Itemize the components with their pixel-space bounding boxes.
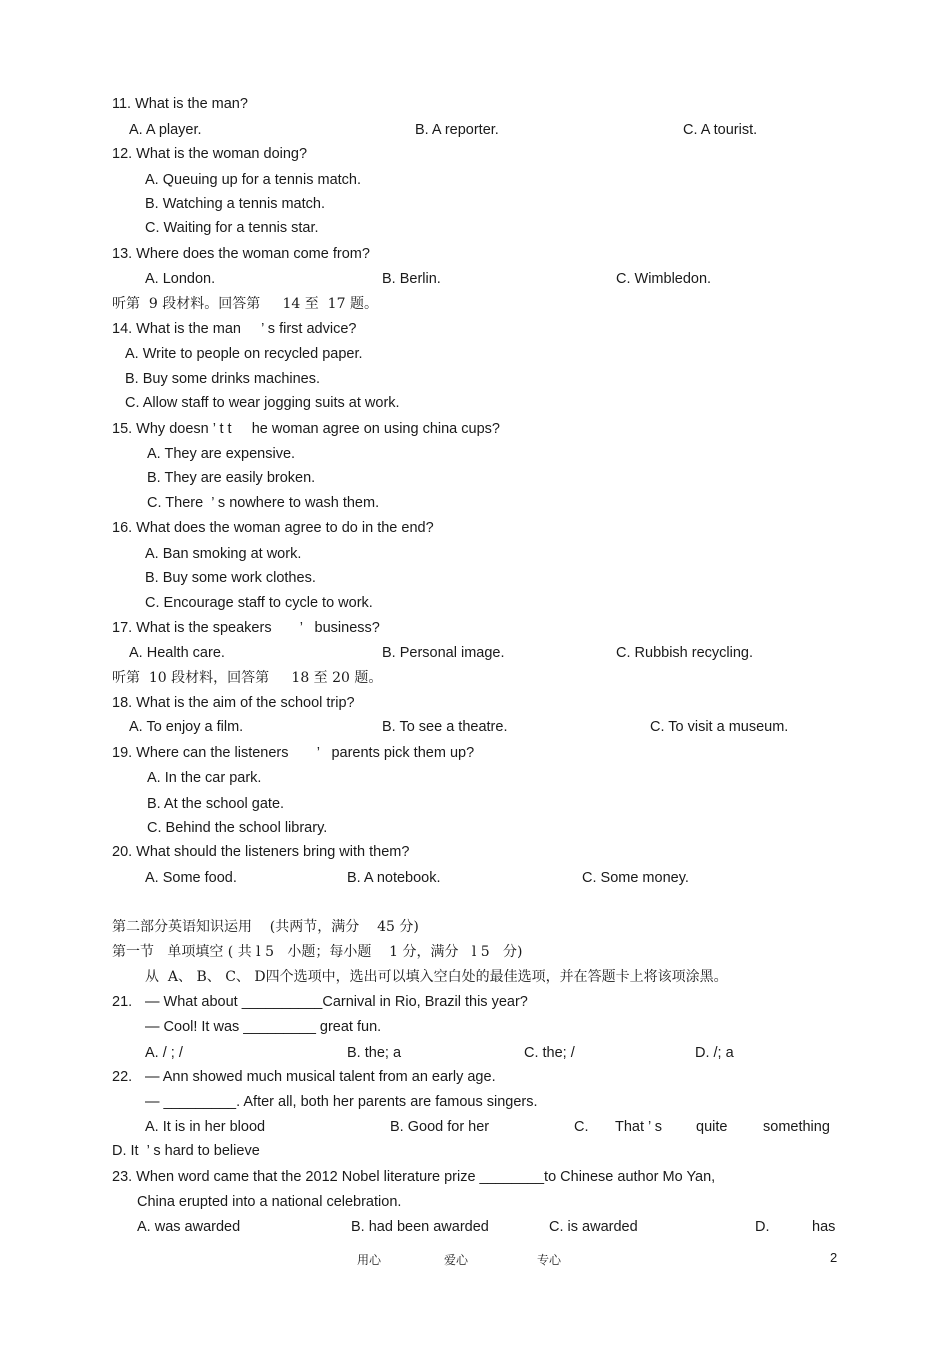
q20-option-b: B. A notebook.	[347, 870, 441, 886]
q16-option-c: C. Encourage staff to cycle to work.	[145, 595, 373, 611]
q13-option-b: B. Berlin.	[382, 271, 441, 287]
question-21-number: 21.	[112, 994, 133, 1010]
question-13-stem: 13. Where does the woman come from?	[112, 246, 370, 262]
q12-option-c: C. Waiting for a tennis star.	[145, 220, 319, 236]
q23-option-c: C. is awarded	[549, 1219, 638, 1235]
q17-option-b: B. Personal image.	[382, 645, 505, 661]
q14-option-c: C. Allow staff to wear jogging suits at work.	[125, 395, 400, 411]
q21-option-a: A. / ; /	[145, 1045, 183, 1061]
q22-option-a: A. It is in her blood	[145, 1119, 266, 1135]
q23-option-d-label: D.	[755, 1219, 770, 1235]
question-23-line-1: 23. When word came that the 2012 Nobel literature prize ________to Chinese author Mo Yan,	[112, 1169, 716, 1185]
q18-option-c: C. To visit a museum.	[650, 719, 789, 735]
q15-option-b: B. They are easily broken.	[147, 470, 316, 486]
footer-word-1: 用心	[357, 1253, 382, 1267]
q21-option-d: D. /; a	[695, 1045, 734, 1061]
q11-option-b: B. A reporter.	[415, 122, 499, 138]
q11-option-a: A. A player.	[129, 122, 202, 138]
question-22-line-2: — _________. After all, both her parents are famous singers.	[145, 1094, 538, 1110]
part-2-title: 第二部分英语知识运用 (共两节，满分 45 分)	[112, 919, 419, 935]
question-14-stem: 14. What is the man ’ s first advice?	[112, 321, 357, 337]
q12-option-a: A. Queuing up for a tennis match.	[145, 172, 362, 188]
question-11-stem: 11. What is the man?	[112, 96, 248, 112]
q23-option-a: A. was awarded	[137, 1219, 241, 1235]
q20-option-a: A. Some food.	[145, 870, 237, 886]
q13-option-c: C. Wimbledon.	[616, 271, 712, 287]
q12-option-b: B. Watching a tennis match.	[145, 196, 325, 212]
question-19-stem: 19. Where can the listeners ’ parents pick them up?	[112, 745, 475, 761]
section-10-instruction: 听第 10 段材料，回答第 18 至 20 题。	[112, 670, 383, 686]
q22-option-c-word-2: quite	[696, 1119, 728, 1135]
footer-word-2: 爱心	[444, 1253, 469, 1267]
question-17-stem: 17. What is the speakers ’ business?	[112, 620, 380, 636]
question-15-stem: 15. Why doesn ’ t t he woman agree on using china cups?	[112, 421, 500, 437]
q17-option-c: C. Rubbish recycling.	[616, 645, 753, 661]
q18-option-a: A. To enjoy a film.	[129, 719, 244, 735]
q23-option-d-word: has	[812, 1219, 836, 1235]
section-9-instruction: 听第 9 段材料。回答第 14 至 17 题。	[112, 296, 378, 312]
question-21-line-1: — What about __________Carnival in Rio, Brazil this year?	[145, 994, 528, 1010]
question-16-stem: 16. What does the woman agree to do in the end?	[112, 520, 434, 536]
q19-option-a: A. In the car park.	[147, 770, 262, 786]
section-1-title: 第一节 单项填空 ( 共 l 5 小题；每小题 1 分，满分 l 5 分)	[112, 944, 523, 960]
question-22-number: 22.	[112, 1069, 133, 1085]
q19-option-b: B. At the school gate.	[147, 796, 285, 812]
q22-option-b: B. Good for her	[390, 1119, 490, 1135]
q21-option-b: B. the; a	[347, 1045, 402, 1061]
q21-option-c: C. the; /	[524, 1045, 575, 1061]
question-22-line-1: — Ann showed much musical talent from an early age.	[145, 1069, 496, 1085]
q14-option-b: B. Buy some drinks machines.	[125, 371, 321, 387]
q19-option-c: C. Behind the school library.	[147, 820, 328, 836]
section-1-instruction: 从 A、 B、 C、 D四个选项中，选出可以填入空白处的最佳选项，并在答题卡上将该项涂黑。	[145, 969, 728, 985]
q17-option-a: A. Health care.	[129, 645, 225, 661]
q22-option-c-word-3: something	[763, 1119, 830, 1135]
q23-option-b: B. had been awarded	[351, 1219, 489, 1235]
q18-option-b: B. To see a theatre.	[382, 719, 508, 735]
question-12-stem: 12. What is the woman doing?	[112, 146, 308, 162]
q22-option-c-word-1: That ’ s	[615, 1119, 663, 1135]
footer-word-3: 专心	[537, 1253, 562, 1267]
q11-option-c: C. A tourist.	[683, 122, 758, 138]
q15-option-c: C. There ’ s nowhere to wash them.	[147, 495, 380, 511]
q22-option-d: D. It ’ s hard to believe	[112, 1143, 260, 1159]
q16-option-b: B. Buy some work clothes.	[145, 570, 316, 586]
q15-option-a: A. They are expensive.	[147, 446, 296, 462]
page-number: 2	[830, 1250, 838, 1265]
question-21-line-2: — Cool! It was _________ great fun.	[145, 1019, 382, 1035]
q16-option-a: A. Ban smoking at work.	[145, 546, 302, 562]
q13-option-a: A. London.	[145, 271, 216, 287]
q14-option-a: A. Write to people on recycled paper.	[125, 346, 363, 362]
question-18-stem: 18. What is the aim of the school trip?	[112, 695, 355, 711]
question-23-line-2: China erupted into a national celebration.	[137, 1194, 402, 1210]
q20-option-c: C. Some money.	[582, 870, 689, 886]
q22-option-c-label: C.	[574, 1119, 589, 1135]
question-20-stem: 20. What should the listeners bring with them?	[112, 844, 410, 860]
